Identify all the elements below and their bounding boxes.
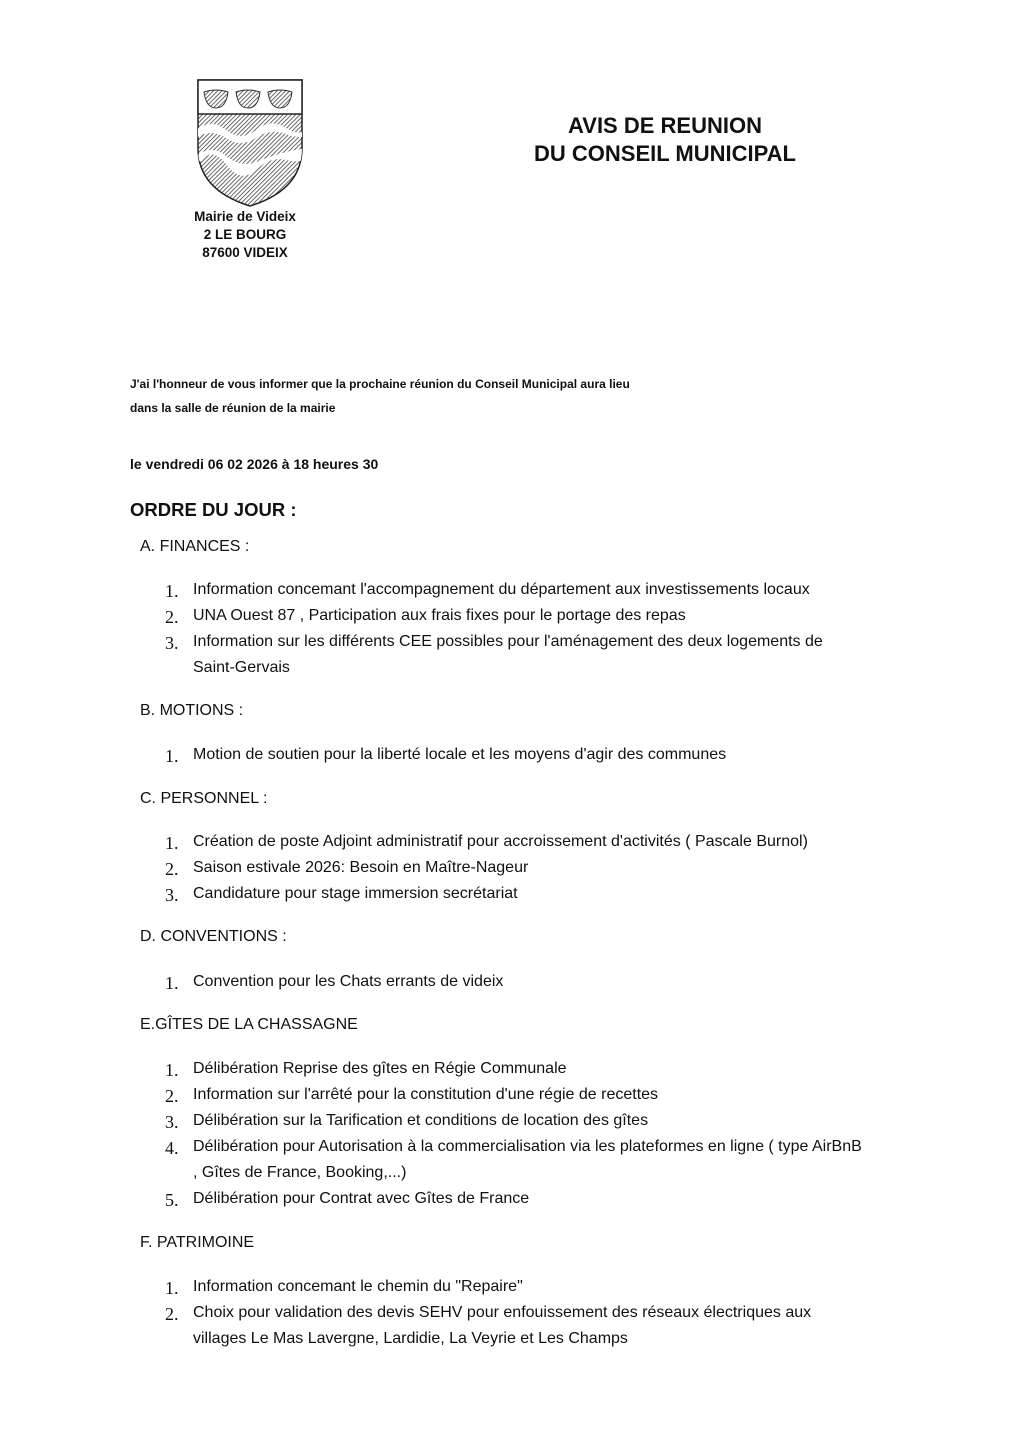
item-number: 5. <box>165 1190 179 1210</box>
intro-text: dans la salle de réunion de la mairie <box>130 401 336 415</box>
item-text: Délibération sur la Tarification et conditions de location des gîtes <box>193 1112 649 1129</box>
address-line: 2 LE BOURG <box>203 227 287 242</box>
agenda-list <box>165 1274 865 1352</box>
agenda-item <box>165 1082 865 1108</box>
item-text: Convention pour les Chats errants de videix <box>193 973 504 990</box>
agenda-list <box>165 829 865 907</box>
agenda-title: ORDRE DU JOUR : <box>130 499 297 520</box>
agenda-list <box>165 577 865 681</box>
agenda-item <box>165 855 865 881</box>
item-number: 1. <box>165 581 179 601</box>
item-text: Information concemant l'accompagnement du département aux investissements locaux <box>193 581 810 598</box>
agenda-item <box>165 1274 865 1300</box>
agenda-item <box>165 881 865 907</box>
intro-text: J'ai l'honneur de vous informer que la prochaine réunion du Conseil Municipal aura lieu <box>130 377 630 391</box>
agenda-item <box>165 742 865 768</box>
agenda-item <box>165 1186 865 1212</box>
item-number: 1. <box>165 1060 179 1080</box>
mairie-address <box>175 208 315 262</box>
agenda-item <box>165 829 865 855</box>
address-line: Mairie de Videix <box>194 209 296 224</box>
agenda-list <box>165 1056 865 1212</box>
item-text: Délibération pour Contrat avec Gîtes de France <box>193 1190 530 1207</box>
item-number: 2. <box>165 1304 179 1324</box>
item-text: Choix pour validation des devis SEHV pour enfouissement des réseaux électriques aux villages Le Mas Lavergne, Lardidie, La Veyrie et Les Champs <box>193 1304 812 1347</box>
agenda-list <box>165 969 865 995</box>
item-number: 1. <box>165 973 179 993</box>
item-number: 2. <box>165 1086 179 1106</box>
item-number: 1. <box>165 1278 179 1298</box>
item-text: Information sur les différents CEE possibles pour l'aménagement des deux logements de Saint-Gervais <box>193 633 823 676</box>
item-text: Délibération Reprise des gîtes en Régie Communale <box>193 1060 567 1077</box>
item-number: 3. <box>165 885 179 905</box>
address-line: 87600 VIDEIX <box>202 245 288 260</box>
item-number: 2. <box>165 607 179 627</box>
item-number: 2. <box>165 859 179 879</box>
item-text: Motion de soutien pour la liberté locale et les moyens d'agir des communes <box>193 746 727 763</box>
section-title: F. PATRIMOINE <box>140 1234 255 1251</box>
agenda-list <box>165 742 865 768</box>
agenda-item <box>165 1134 865 1186</box>
agenda-item <box>165 969 865 995</box>
section-title: B. MOTIONS : <box>140 702 244 719</box>
item-text: Délibération pour Autorisation à la commercialisation via les plateformes en ligne ( type AirBnB , Gîtes de France, Booking,...) <box>193 1138 862 1181</box>
agenda-item <box>165 1300 865 1352</box>
agenda-item <box>165 1108 865 1134</box>
title-line: AVIS DE REUNION <box>568 113 762 138</box>
section-title: E.GÎTES DE LA CHASSAGNE <box>140 1016 358 1033</box>
item-text: UNA Ouest 87 , Participation aux frais fixes pour le portage des repas <box>193 607 686 624</box>
document-title <box>480 112 850 168</box>
agenda-item <box>165 577 865 603</box>
section-title: C. PERSONNEL : <box>140 790 268 807</box>
coat-of-arms-logo <box>196 78 304 208</box>
agenda-item <box>165 603 865 629</box>
item-number: 4. <box>165 1138 179 1158</box>
item-text: Candidature pour stage immersion secrétariat <box>193 885 518 902</box>
item-text: Information sur l'arrêté pour la constitution d'une régie de recettes <box>193 1086 659 1103</box>
item-number: 1. <box>165 746 179 766</box>
item-number: 1. <box>165 833 179 853</box>
agenda-item <box>165 1056 865 1082</box>
section-title: D. CONVENTIONS : <box>140 928 287 945</box>
item-number: 3. <box>165 1112 179 1132</box>
section-title: A. FINANCES : <box>140 538 250 555</box>
meeting-date: le vendredi 06 02 2026 à 18 heures 30 <box>130 456 379 472</box>
item-text: Création de poste Adjoint administratif pour accroissement d'activités ( Pascale Burnol) <box>193 833 808 850</box>
item-text: Information concemant le chemin du "Repaire" <box>193 1278 523 1295</box>
item-text: Saison estivale 2026: Besoin en Maître-Nageur <box>193 859 529 876</box>
agenda-item <box>165 629 865 681</box>
title-line: DU CONSEIL MUNICIPAL <box>534 141 796 166</box>
item-number: 3. <box>165 633 179 653</box>
